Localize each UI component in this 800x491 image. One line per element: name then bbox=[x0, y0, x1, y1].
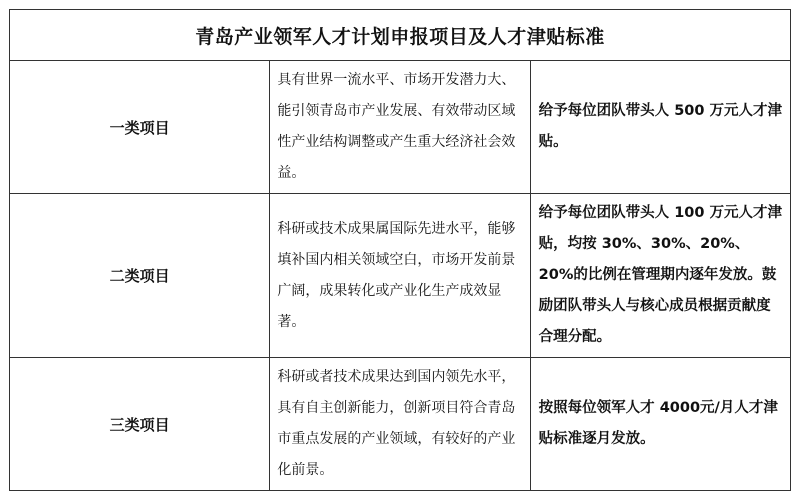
table-title-row bbox=[10, 10, 791, 61]
category-cell: 一类项目 bbox=[10, 61, 270, 194]
subsidy-cell: 给予每位团队带头人 500 万元人才津贴。 bbox=[530, 61, 790, 194]
document-page bbox=[9, 9, 791, 478]
table-row bbox=[10, 358, 791, 491]
criteria-cell: 科研或技术成果属国际先进水平，能够填补国内相关领域空白，市场开发前景广阔，成果转化或产业化生产成效显著。 bbox=[270, 194, 530, 358]
table-row bbox=[10, 194, 791, 358]
category-cell: 三类项目 bbox=[10, 358, 270, 491]
table-title: 青岛产业领军人才计划申报项目及人才津贴标准 bbox=[10, 10, 791, 61]
criteria-cell: 科研或者技术成果达到国内领先水平，具有自主创新能力，创新项目符合青岛市重点发展的产业领域，有较好的产业化前景。 bbox=[270, 358, 530, 491]
subsidy-cell: 给予每位团队带头人 100 万元人才津贴，均按 30%、30%、20%、20%的比例在管理期内逐年发放。鼓励团队带头人与核心成员根据贡献度合理分配。 bbox=[530, 194, 790, 358]
criteria-cell: 具有世界一流水平、市场开发潜力大、能引领青岛市产业发展、有效带动区域性产业结构调整或产生重大经济社会效益。 bbox=[270, 61, 530, 194]
category-cell: 二类项目 bbox=[10, 194, 270, 358]
subsidy-cell: 按照每位领军人才 4000元/月人才津贴标准逐月发放。 bbox=[530, 358, 790, 491]
talent-subsidy-table bbox=[9, 9, 791, 491]
table-row bbox=[10, 61, 791, 194]
